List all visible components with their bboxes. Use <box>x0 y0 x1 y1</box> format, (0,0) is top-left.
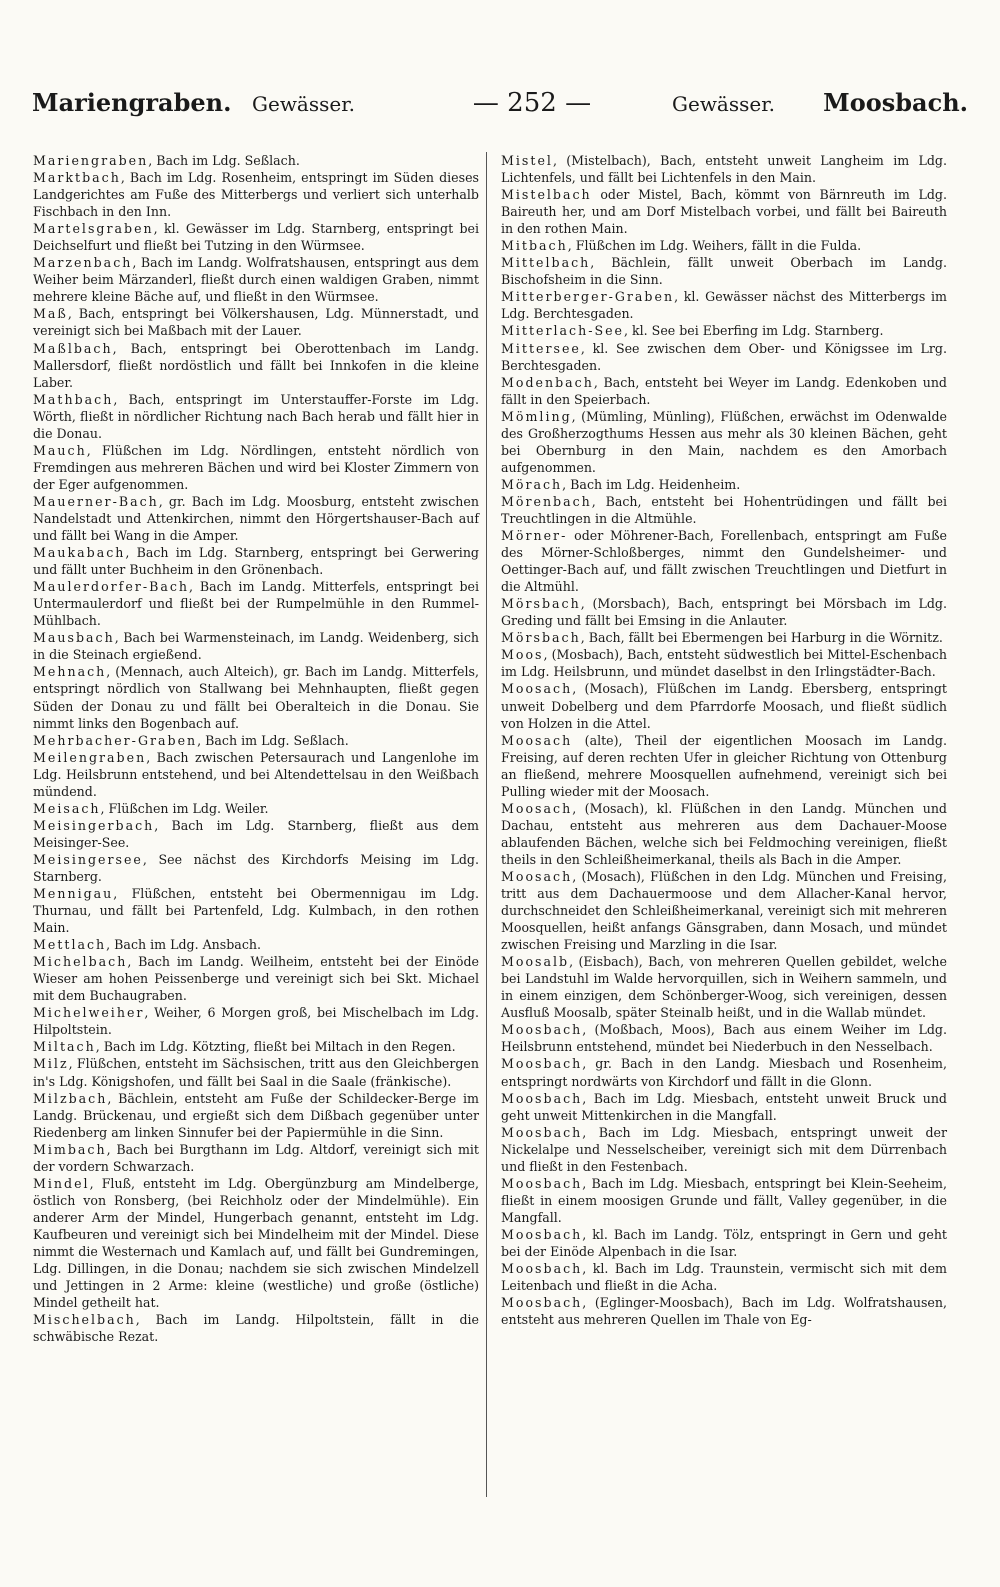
entry-headword: Moosach <box>501 732 573 748</box>
entry-headword: Maßlbach <box>33 340 113 356</box>
dictionary-entry <box>33 749 479 800</box>
entry-text: , kl. See zwischen dem Ober- und Königssee im Lrg. Berchtesgaden. <box>501 340 947 373</box>
entry-text: , Bach im Ldg. Rosenheim, entspringt im Süden dieses Landgerichtes am Fuße des Mitterbergs und verliert sich unterhalb Fischbach in den Inn. <box>33 170 479 220</box>
entry-headword: Mitterlach-See <box>501 323 625 339</box>
entry-text: , Flüßchen, entsteht bei Obermennigau im Ldg. Thurnau, und fällt bei Partenfeld, Ldg. Kulmbach, in den rothen Main. <box>33 886 479 936</box>
entry-text: , Bach im Landg. Wolfratshausen, entspringt aus dem Weiher beim Märzanderl, fließt durch einen waldigen Graben, nimmt mehrere kleine Bäche auf, und fließt in den Würmsee. <box>33 255 479 305</box>
entry-text: , kl. Bach im Landg. Tölz, entspringt in Gern und geht bei der Einöde Alpenbach in die Isar. <box>501 1226 947 1259</box>
dictionary-entry <box>33 305 479 339</box>
entry-headword: Mindel <box>33 1175 90 1191</box>
dictionary-entry <box>501 1294 947 1328</box>
entry-text: , Flüßchen im Ldg. Weiler. <box>100 800 269 816</box>
dictionary-entry <box>501 186 947 237</box>
entry-text: , (Mosach), Flüßchen in den Ldg. München und Freising, tritt aus dem Dachauermoose und dem Allacher-Kanal hervor, durchschneidet den Schleißheimerkanal, vereinigt sich mit mehreren Moosquellen, heißt anfangs Gänsgraben, dann Mosach, und mündet zwischen Freising und Marzling in die Isar. <box>501 868 947 953</box>
entry-text: , Bach im Ldg. Starnberg, fließt aus dem Meisinger-See. <box>33 817 479 850</box>
entry-headword: Mömling <box>501 408 572 424</box>
entry-text: , Bach im Ldg. Miesbach, entspringt unweit der Nickelalpe und Nesselscheiber, vereinigt sich mit dem Dürrenbach und fließt in den Festenbach. <box>501 1124 947 1174</box>
entry-text: , (Morsbach), Bach, entspringt bei Mörsbach im Ldg. Greding und fällt bei Emsing in die Anlauter. <box>501 596 947 629</box>
dictionary-entry <box>33 493 479 544</box>
dictionary-entry <box>33 663 479 731</box>
entry-headword: Meilengraben <box>33 749 147 765</box>
entry-text: , Bach im Landg. Hilpoltstein, fällt in die schwäbische Rezat. <box>33 1312 479 1345</box>
entry-headword: Maß <box>33 306 68 322</box>
dictionary-entry <box>501 476 947 493</box>
dictionary-entry <box>33 953 479 1004</box>
entry-headword: Moosach <box>501 868 573 884</box>
entry-text: , Bach, entsteht bei Weyer im Landg. Edenkoben und fällt in den Speierbach. <box>501 374 947 407</box>
entry-text: , (Eglinger-Moosbach), Bach im Ldg. Wolfratshausen, entsteht aus mehreren Quellen im Thale von Eg- <box>501 1295 947 1328</box>
entry-text: , Bach bei Warmensteinach, im Landg. Weidenberg, sich in die Steinach ergießend. <box>33 630 479 663</box>
dictionary-entry <box>501 629 947 646</box>
entry-text: , Bach, entspringt im Unterstauffer-Forste im Ldg. Wörth, fließt in nördlicher Richtung nach Bach herab und fällt hier in die Donau. <box>33 391 479 441</box>
entry-headword: Milzbach <box>33 1090 108 1106</box>
entry-text: , (Mosach), Flüßchen im Landg. Ebersberg, entspringt unweit Dobelberg und dem Pfarrdorfe Moosach, und fließt südlich von Holzen in die Attel. <box>501 681 947 731</box>
page-header <box>32 88 968 128</box>
dictionary-entry <box>501 237 947 254</box>
entry-text: , (Mümling, Münling), Flüßchen, erwächst im Odenwalde des Großherzogthums Hessen aus mehr als 30 kleinen Bächen, geht bei Obernburg in den Main, nachdem es den Amorbach aufgenommen. <box>501 408 947 475</box>
entry-text: , (Mennach, auch Alteich), gr. Bach im Landg. Mitterfels, entspringt nördlich von Stallwang bei Mehnhaupten, fließt gegen Süden der Donau zu und fällt bei Oberalteich in die Donau. Sie nimmt links den Bogenbach auf. <box>33 664 479 731</box>
entry-text: , Bach zwischen Petersaurach und Langenlohe im Ldg. Heilsbrunn entstehend, und bei Altendettelsau in den Weißbach mündend. <box>33 749 479 799</box>
entry-headword: Mörsbach <box>501 596 581 612</box>
dictionary-entry <box>33 1038 479 1055</box>
entry-headword: Martelsgraben <box>33 221 154 237</box>
entry-headword: Meisach <box>33 800 101 816</box>
dictionary-entry <box>33 1090 479 1141</box>
page-number: — 252 — <box>472 88 592 118</box>
entry-headword: Mittelbach <box>501 255 591 271</box>
left-column <box>33 152 479 1345</box>
entry-text: , kl. Gewässer nächst des Mitterbergs im Ldg. Berchtesgaden. <box>501 289 947 322</box>
entry-headword: Moosbach <box>501 1124 583 1140</box>
entry-headword: Miltach <box>33 1039 96 1055</box>
entry-headword: Mörsbach <box>501 630 581 646</box>
entry-headword: Mettlach <box>33 937 107 953</box>
entry-headword: Milz <box>33 1056 69 1072</box>
entry-headword: Moosbach <box>501 1090 583 1106</box>
entry-text: , Weiher, 6 Morgen groß, bei Mischelbach im Ldg. Hilpoltstein. <box>33 1005 479 1038</box>
entry-headword: Mittersee <box>501 340 581 356</box>
entry-headword: Michelweiher <box>33 1005 145 1021</box>
dictionary-entry <box>501 646 947 680</box>
dictionary-entry <box>501 1260 947 1294</box>
dictionary-entry <box>33 936 479 953</box>
entry-headword: Moosbach <box>501 1261 583 1277</box>
category-right: Gewässer. <box>672 92 775 116</box>
dictionary-entry <box>33 885 479 936</box>
entry-text: , kl. Gewässer im Ldg. Starnberg, entspringt bei Deichselfurt und fließt bei Tutzing in den Würmsee. <box>33 221 479 254</box>
dictionary-entry <box>501 953 947 1021</box>
entry-headword: Mistel <box>501 153 553 168</box>
entry-headword: Meisingersee <box>33 851 143 867</box>
entry-text: , (Mosach), kl. Flüßchen in den Landg. München und Dachau, entsteht aus mehreren aus dem Dachauer-Moose ablaufenden Bächen, welche sich bei Feldmoching vereinigen, fließt theils in den Schleißheimerkanal, theils als Bach in die Amper. <box>501 800 947 867</box>
dictionary-entry <box>501 1175 947 1226</box>
entry-headword: Michelbach <box>33 954 128 970</box>
entry-text: , See nächst des Kirchdorfs Meising im Ldg. Starnberg. <box>33 851 479 884</box>
entry-text: , Bach im Ldg. Starnberg, entspringt bei Gerwering und fällt unter Buchheim in den Grönenbach. <box>33 545 479 578</box>
dictionary-entry <box>501 680 947 731</box>
dictionary-entry <box>501 1021 947 1055</box>
entry-text: , Bächlein, entsteht am Fuße der Schildecker-Berge im Landg. Brückenau, und ergießt sich dem Dißbach gegenüber unter Riedenberg am linken Sinnufer bei der Papiermühle in die Sinn. <box>33 1090 479 1140</box>
dictionary-entry <box>33 340 479 391</box>
entry-text: , Bach im Ldg. Kötzting, fließt bei Miltach in den Regen. <box>95 1039 456 1055</box>
entry-headword: Moos <box>501 647 544 663</box>
entry-text: , Bach im Ldg. Heidenheim. <box>562 476 741 492</box>
entry-text: , Bach im Ldg. Miesbach, entsteht unweit Bruck und geht unweit Mittenkirchen in die Mangfall. <box>501 1090 947 1123</box>
entry-headword: Mörenbach <box>501 493 592 509</box>
dictionary-entry <box>501 868 947 953</box>
dictionary-entry <box>33 544 479 578</box>
dictionary-entry <box>33 817 479 851</box>
dictionary-entry <box>501 152 947 186</box>
entry-headword: Maukabach <box>33 545 126 561</box>
dictionary-entry <box>33 1175 479 1311</box>
entry-headword: Moosach <box>501 681 573 697</box>
entry-text: , Bach im Landg. Mitterfels, entspringt bei Untermaulerdorf und fließt bei der Rumpelmühle in den Rummel-Mühlbach. <box>33 579 479 629</box>
entry-text: , (Eisbach), Bach, von mehreren Quellen gebildet, welche bei Landstuhl im Walde hervorquillen, sich in Weihern sammeln, und in einem einzigen, dem Schönberger-Woog, sich vereinigen, dessen Ausfluß Moosalb, später Steinalb heißt, und in die Wallab mündet. <box>501 954 947 1021</box>
entry-text: , gr. Bach im Ldg. Moosburg, entsteht zwischen Nandelstadt und Attenkirchen, nimmt den Hörgertshauser-Bach auf und fällt bei Wang in die Amper. <box>33 493 479 544</box>
dictionary-entry <box>501 493 947 527</box>
entry-text: , Flüßchen, entsteht im Sächsischen, tritt aus den Gleichbergen in's Ldg. Königshofen, und fällt bei Saal in die Saale (fränkische). <box>33 1056 479 1089</box>
entry-text: , (Mosbach), Bach, entsteht südwestlich bei Mittel-Eschenbach im Ldg. Heilsbrunn, und mündet daselbst in den Irlingstädter-Bach. <box>501 647 947 680</box>
entry-text: , Fluß, entsteht im Ldg. Obergünzburg am Mindelberge, östlich von Ronsberg, (bei Reichholz oder der Mindelmühle). Ein anderer Arm der Mindel, Hungerbach genannt, entsteht im Ldg. Kaufbeuren und vereinigt sich bei Mindelheim mit der Mindel. Diese nimmt die Westernach und Kamlach auf, und fällt bei Gundremingen, Ldg. Dillingen, in die Donau; nachdem sie sich zwischen Mindelzell und Jettingen in 2 Arme: kleine (westliche) und große (östliche) Mindel getheilt hat. <box>33 1175 479 1311</box>
entry-headword: Moosalb <box>501 954 570 970</box>
entry-headword: Mistelbach <box>501 187 592 203</box>
entry-headword: Mathbach <box>33 391 114 407</box>
entry-headword: Mehrbacher-Graben <box>33 732 198 748</box>
entry-headword: Moosbach <box>501 1175 583 1191</box>
dictionary-entry <box>501 340 947 374</box>
dictionary-entry <box>501 254 947 288</box>
entry-headword: Marktbach <box>33 170 121 186</box>
entry-text: oder Möhrener-Bach, Forellenbach, entspringt am Fuße des Mörner-Schloßberges, nimmt den Gundelsheimer- und Oettinger-Bach auf, und fällt zwischen Treuchtlingen und Dietfurt in die Altmühl. <box>501 528 947 595</box>
dictionary-entry <box>33 254 479 305</box>
entry-headword: Mimbach <box>33 1141 107 1157</box>
dictionary-entry <box>33 629 479 663</box>
dictionary-entry <box>501 732 947 800</box>
dictionary-entry <box>501 374 947 408</box>
dictionary-entry <box>501 595 947 629</box>
entry-headword: Mariengraben <box>33 153 149 168</box>
entry-headword: Meisingerbach <box>33 817 155 833</box>
entry-text: , kl. See bei Eberfing im Ldg. Starnberg. <box>624 323 884 339</box>
dictionary-entry <box>501 527 947 595</box>
dictionary-entry <box>501 1124 947 1175</box>
entry-text: (alte), Theil der eigentlichen Moosach im Landg. Freising, auf deren rechten Ufer in gleicher Richtung von Ottenburg an fließend, mehrere Moosquellen aufnehmend, vereinigt sich bei Pulling wieder mit der Moosach. <box>501 732 947 799</box>
dictionary-entry <box>33 1141 479 1175</box>
dictionary-entry <box>501 1090 947 1124</box>
entry-headword: Mörner- <box>501 528 568 544</box>
dictionary-entry <box>33 152 479 169</box>
entry-headword: Moosach <box>501 800 573 816</box>
entry-headword: Moosbach <box>501 1056 583 1072</box>
dictionary-entry <box>33 1055 479 1089</box>
entry-headword: Mörach <box>501 476 563 492</box>
dictionary-entry <box>33 1004 479 1038</box>
entry-headword: Moosbach <box>501 1295 583 1311</box>
dictionary-entry <box>33 442 479 493</box>
column-divider <box>486 152 487 1497</box>
entry-text: , Bach, entsteht bei Hohentrüdingen und fällt bei Treuchtlingen in die Altmühle. <box>501 493 947 526</box>
entry-text: , (Moßbach, Moos), Bach aus einem Weiher im Ldg. Heilsbrunn entstehend, mündet bei Niederbuch in den Nesselbach. <box>501 1022 947 1055</box>
dictionary-entry <box>33 220 479 254</box>
dictionary-entry <box>33 1311 479 1345</box>
entry-headword: Mischelbach <box>33 1312 136 1328</box>
entry-headword: Mitbach <box>501 238 568 254</box>
entry-text: , Bach im Ldg. Seßlach. <box>197 732 349 748</box>
dictionary-entry <box>33 391 479 442</box>
entry-headword: Mauch <box>33 442 87 458</box>
entry-text: , (Mistelbach), Bach, entsteht unweit Langheim im Ldg. Lichtenfels, und fällt bei Lichtenfels in den Main. <box>501 153 947 186</box>
dictionary-entry <box>501 408 947 476</box>
entry-text: , Flüßchen im Ldg. Weihers, fällt in die Fulda. <box>567 238 862 254</box>
entry-text: , Flüßchen im Ldg. Nördlingen, entsteht nördlich von Fremdingen aus mehreren Bächen und wird bei Kloster Zimmern von der Eger aufgenommen. <box>33 442 479 492</box>
entry-headword: Mauerner-Bach <box>33 493 159 509</box>
running-head-right: Moosbach. <box>823 88 968 117</box>
entry-headword: Mennigau <box>33 886 114 902</box>
dictionary-entry <box>501 322 947 339</box>
entry-text: oder Mistel, Bach, kömmt von Bärnreuth im Ldg. Baireuth her, und am Dorf Mistelbach vorbei, und fällt bei Baireuth in den rothen Main. <box>501 187 947 237</box>
dictionary-entry <box>33 851 479 885</box>
running-head-left: Mariengraben. <box>32 88 232 117</box>
category-left: Gewässer. <box>252 92 355 116</box>
dictionary-entry <box>501 1055 947 1089</box>
entry-text: , Bach bei Burgthann im Ldg. Altdorf, vereinigt sich mit der vordern Schwarzach. <box>33 1141 479 1174</box>
entry-text: , Bach, entspringt bei Oberottenbach im Landg. Mallersdorf, fließt nordöstlich und fällt bei Innkofen in die kleine Laber. <box>33 340 479 390</box>
entry-text: , Bach im Landg. Weilheim, entsteht bei der Einöde Wieser am hohen Peissenberge und vereinigt sich bei Skt. Michael mit dem Buchaugraben. <box>33 954 479 1004</box>
dictionary-entry <box>501 288 947 322</box>
dictionary-entry <box>33 732 479 749</box>
entry-text: , Bach, fällt bei Ebermengen bei Harburg in die Wörnitz. <box>580 630 943 646</box>
entry-headword: Mitterberger-Graben <box>501 289 675 305</box>
entry-headword: Maulerdorfer-Bach <box>33 579 189 595</box>
entry-text: , Bach, entspringt bei Völkershausen, Ldg. Münnerstadt, und vereinigt sich bei Maßbach mit der Lauer. <box>33 306 479 339</box>
entry-headword: Modenbach <box>501 374 594 390</box>
dictionary-entry <box>33 578 479 629</box>
dictionary-entry <box>33 169 479 220</box>
entry-text: , gr. Bach in den Landg. Miesbach und Rosenheim, entspringt nordwärts von Kirchdorf und fällt in die Glonn. <box>501 1056 947 1089</box>
dictionary-entry <box>33 800 479 817</box>
entry-headword: Marzenbach <box>33 255 133 271</box>
entry-headword: Moosbach <box>501 1226 583 1242</box>
dictionary-entry <box>501 800 947 868</box>
entry-text: , kl. Bach im Ldg. Traunstein, vermischt sich mit dem Leitenbach und fließt in die Acha. <box>501 1261 947 1294</box>
entry-text: , Bächlein, fällt unweit Oberbach im Landg. Bischofsheim in die Sinn. <box>501 255 947 288</box>
entry-headword: Mausbach <box>33 630 115 646</box>
entry-text: , Bach im Ldg. Miesbach, entspringt bei Klein-Seeheim, fließt in einem moosigen Grunde und fällt, Valley gegenüber, in die Mangfall. <box>501 1175 947 1225</box>
dictionary-entry <box>501 1226 947 1260</box>
entry-headword: Moosbach <box>501 1022 583 1038</box>
entry-headword: Mehnach <box>33 664 107 680</box>
entry-text: , Bach im Ldg. Seßlach. <box>148 153 300 168</box>
entry-text: , Bach im Ldg. Ansbach. <box>106 937 261 953</box>
right-column <box>501 152 947 1328</box>
